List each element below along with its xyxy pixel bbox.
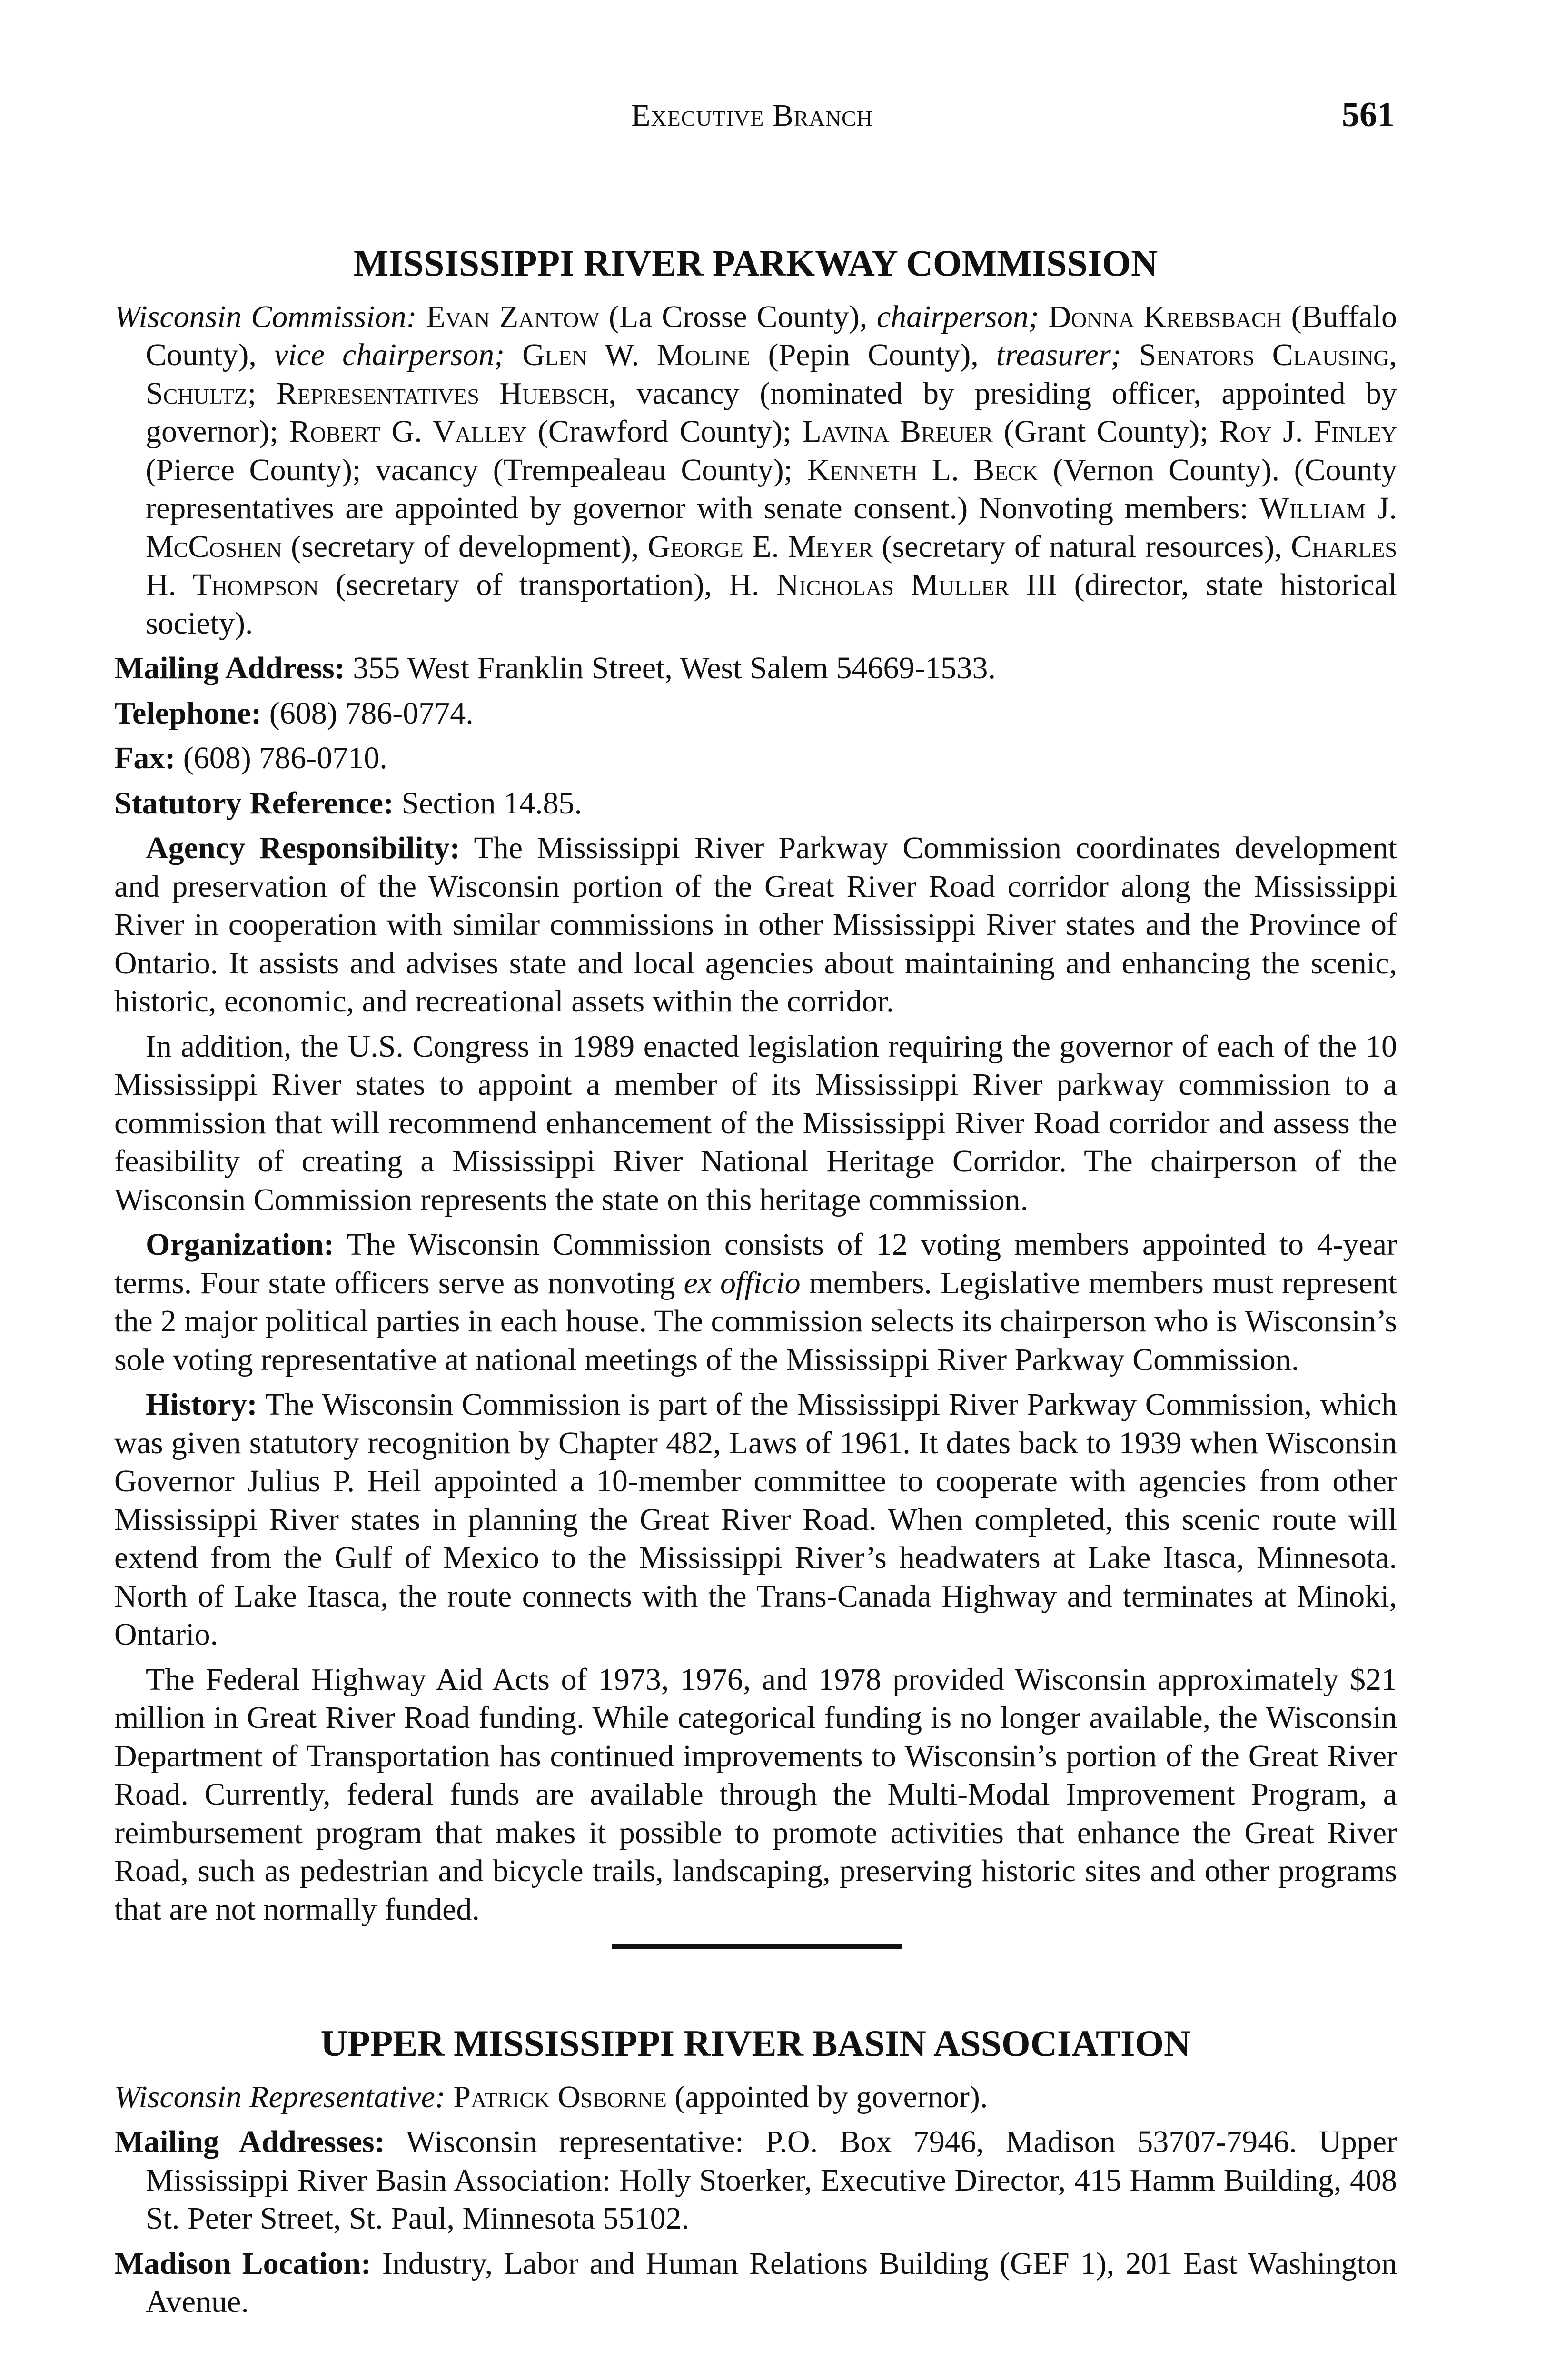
member-name: Evan Zantow <box>426 299 600 334</box>
members-label: Wisconsin Commission: <box>114 299 417 334</box>
member-name: Donna Krebsbach <box>1039 299 1282 334</box>
association-heading: UPPER MISSISSIPPI RIVER BASIN ASSOCIATION <box>320 2023 1191 2064</box>
mailing-address: Mailing Address: 355 West Franklin Street, West Salem 54669-1533. <box>114 651 996 686</box>
member-name: George E. Meyer <box>647 529 873 564</box>
association-section <box>114 2023 1397 2328</box>
member-name: Roy J. Finley <box>1219 414 1397 449</box>
member-role: treasurer; <box>996 337 1121 373</box>
running-head <box>109 95 1395 140</box>
wisconsin-representative: Wisconsin Representative: Patrick Osborne (appointed by governor). <box>114 2079 988 2114</box>
telephone: Telephone: (608) 786-0774. <box>114 695 474 731</box>
madison-location: Madison Location: Industry, Labor and Human Relations Building (GEF 1), 201 East Washington Avenue. <box>114 2246 1397 2320</box>
member-name: Robert G. Valley <box>289 414 527 449</box>
addition-paragraph: In addition, the U.S. Congress in 1989 enacted legislation requiring the governor of each of the 10 Mississippi River states to appoint a member of its Mississippi River parkway commission to a commission that will recommend enhancement of the Mississippi River Road corridor and assess the feasibility of creating a Mississippi River National Heritage Corridor. The chairperson of the Wisconsin Commission represents the state on this heritage commission. <box>114 1029 1397 1217</box>
fax: Fax: (608) 786-0710. <box>114 741 387 776</box>
section-title: Executive Branch <box>631 98 873 133</box>
commission-heading: MISSISSIPPI RIVER PARKWAY COMMISSION <box>353 242 1158 284</box>
member-name: Senators Clausing, Schultz; Representatives Huebsch, <box>146 337 1397 411</box>
organization: Organization: The Wisconsin Commission consists of 12 voting members appointed to 4-year terms. Four state officers serve as nonvoting ex officio members. Legislative members must represent the 2 major political parties in each house. The commission selects its chairperson who is Wisconsin’s sole voting representative at national meetings of the Mississippi River Parkway Commission. <box>114 1227 1397 1377</box>
member-name: William J. McCoshen <box>146 491 1397 564</box>
member-name: Kenneth L. Beck <box>807 452 1039 487</box>
history: History: The Wisconsin Commission is part of the Mississippi River Parkway Commission, which was given statutory recognition by Chapter 482, Laws of 1961. It dates back to 1939 when Wisconsin Governor Julius P. Heil appointed a 10-member committee to cooperate with agencies from other Mississippi River states in planning the Great River Road. When completed, this scenic route will extend from the Gulf of Mexico to the Mississippi River’s headwaters at Lake Itasca, Minnesota. North of Lake Itasca, the route connects with the Trans-Canada Highway and terminates at Minoki, Ontario. <box>114 1387 1397 1652</box>
member-name: Glen W. Moline <box>505 337 751 373</box>
statutory-reference: Statutory Reference: Section 14.85. <box>114 785 583 821</box>
commission-section <box>114 243 1397 1935</box>
agency-responsibility: Agency Responsibility: The Mississippi River Parkway Commission coordinates development and preservation of the Wisconsin portion of the Great River Road corridor along the Mississippi River in cooperation with similar commissions in other Mississippi River states and the Province of Ontario. It assists and advises state and local agencies about maintaining and enhancing the scenic, historic, economic, and recreational assets within the corridor. <box>114 831 1397 1019</box>
member-name: Lavina Breuer <box>802 414 993 449</box>
commission-members: Wisconsin Commission: Evan Zantow (La Crosse County), chairperson; Donna Krebsbach (Buffalo County), vice chairperson; Glen W. Moline (Pepin County), treasurer; Senators Clausing, Schultz; Representatives Huebsch, vacancy (nominated by presiding officer, appointed by governor); Robert G. Valley (Crawford County); Lavina Breuer (Grant County); Roy J. Finley (Pierce County); vacancy (Trempealeau County); Kenneth L. Beck (Vernon County). (County representatives are appointed by governor with senate consent.) Nonvoting members: William J. McCoshen (secretary of development), George E. Meyer (secretary of natural resources), Charles H. Thompson (secretary of transportation), H. Nicholas Muller III (director, state historical society). <box>114 299 1397 641</box>
member-role: chairperson; <box>876 299 1039 334</box>
mailing-addresses: Mailing Addresses: Wisconsin representative: P.O. Box 7946, Madison 53707-7946. Upper Mississippi River Basin Association: Holly Stoerker, Executive Director, 415 Hamm Building, 408 St. Peter Street, St. Paul, Minnesota 55102. <box>114 2124 1397 2236</box>
member-name: Patrick Osborne <box>445 2079 667 2114</box>
page-number: 561 <box>1342 95 1395 134</box>
federal-funding-paragraph: The Federal Highway Aid Acts of 1973, 1976, and 1978 provided Wisconsin approximately $21 million in Great River Road funding. While categorical funding is no longer available, the Wisconsin Department of Transportation has continued improvements to Wisconsin’s portion of the Great River Road. Currently, federal funds are available through the Multi-Modal Improvement Program, a reimbursement program that makes it possible to promote activities that enhance the Great River Road, such as pedestrian and bicycle trails, landscaping, preserving historic sites and other programs that are not normally funded. <box>114 1662 1397 1927</box>
member-role: vice chairperson; <box>274 337 505 373</box>
member-name: Charles H. Thompson <box>146 529 1397 603</box>
member-name: H. Nicholas Muller <box>729 567 1010 603</box>
section-divider <box>612 1944 902 1949</box>
